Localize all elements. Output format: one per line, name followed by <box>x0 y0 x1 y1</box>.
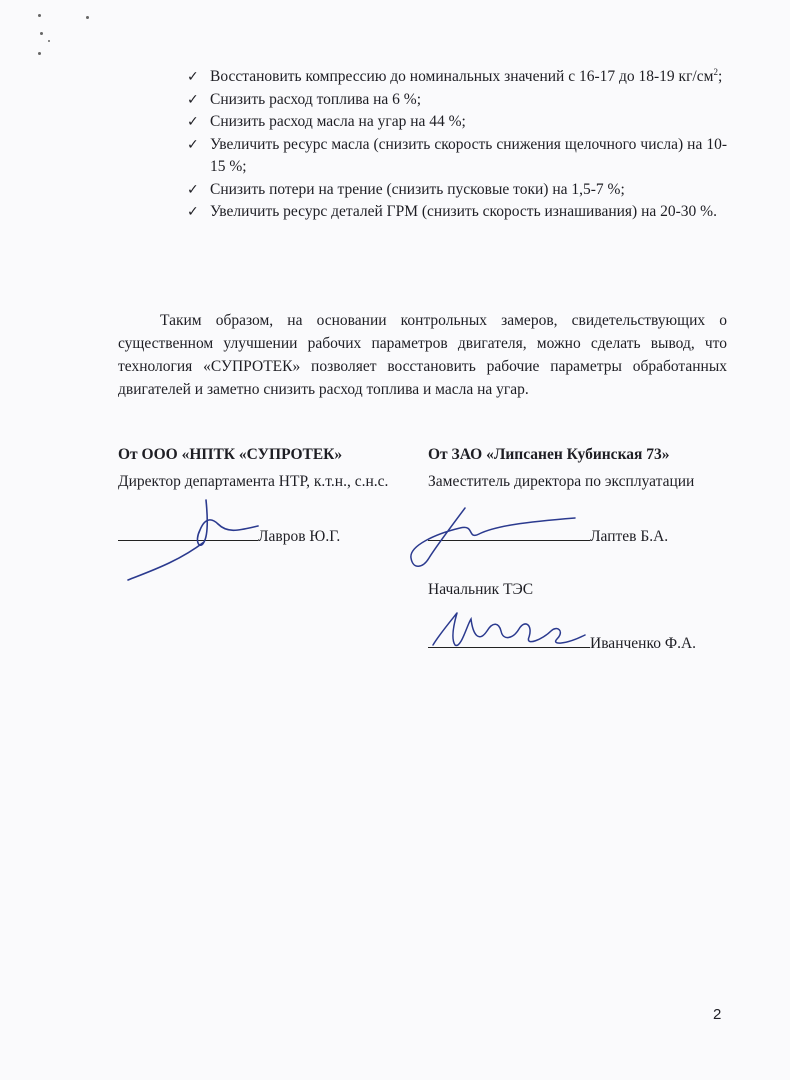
benefits-checklist <box>187 66 727 224</box>
checklist-item: ✓ Увеличить ресурс масла (снизить скорость снижения щелочного числа) на 10-15 %; <box>187 135 727 175</box>
page-number: 2 <box>713 1006 722 1023</box>
left-org-heading: От ООО «НПТК «СУПРОТЕК» <box>118 446 343 463</box>
left-signatory-name: Лавров Ю.Г. <box>258 528 341 545</box>
checklist-item: ✓ Снизить расход топлива на 6 %; <box>187 89 727 112</box>
check-mark-icon: ✓ <box>187 136 199 153</box>
checklist-item: ✓ Снизить потери на трение (снизить пусковые токи) на 1,5-7 %; <box>187 179 727 202</box>
checklist-item: ✓ Восстановить компрессию до номинальных значений с 16-17 до 18-19 $кг/см^2$; <box>187 66 727 89</box>
check-mark-icon: ✓ <box>187 181 199 198</box>
checklist-item: ✓ Снизить расход масла на угар на 44 %; <box>187 111 727 134</box>
check-mark-icon: ✓ <box>187 204 199 220</box>
conclusion-paragraph: Таким образом, на основании контрольных замеров, свидетельствующих о существенном улучшении рабочих параметров двигателя, можно сделать вывод, что технология «СУПРОТЕК» позволяет восстановить рабочие параметры обработанных двигателей и заметно снизить расход топлива и масла на угар. <box>118 312 727 398</box>
right-signatory-1-name: Лаптев Б.А. <box>590 528 669 545</box>
check-mark-icon: ✓ <box>187 91 199 108</box>
right-signature-2 <box>425 605 595 660</box>
right-signatory-2-name: Иванченко Ф.А. <box>590 635 697 652</box>
left-position: Директор департамента НТР, к.т.н., с.н.с. <box>118 473 389 490</box>
checklist-item: ✓ Увеличить ресурс деталей ГРМ (снизить скорость изнашивания) на 20-30 %. <box>187 201 727 224</box>
right-position-deputy: Заместитель директора по эксплуатации <box>428 473 695 490</box>
check-mark-icon: ✓ <box>187 114 199 130</box>
right-org-heading: От ЗАО «Липсанен Кубинская 73» <box>428 446 670 463</box>
left-signature <box>118 490 268 585</box>
check-mark-icon: ✓ <box>187 69 199 85</box>
superscript: 2 <box>713 66 718 77</box>
right-signature-1 <box>405 498 595 578</box>
right-position-head: Начальник ТЭС <box>428 581 534 598</box>
